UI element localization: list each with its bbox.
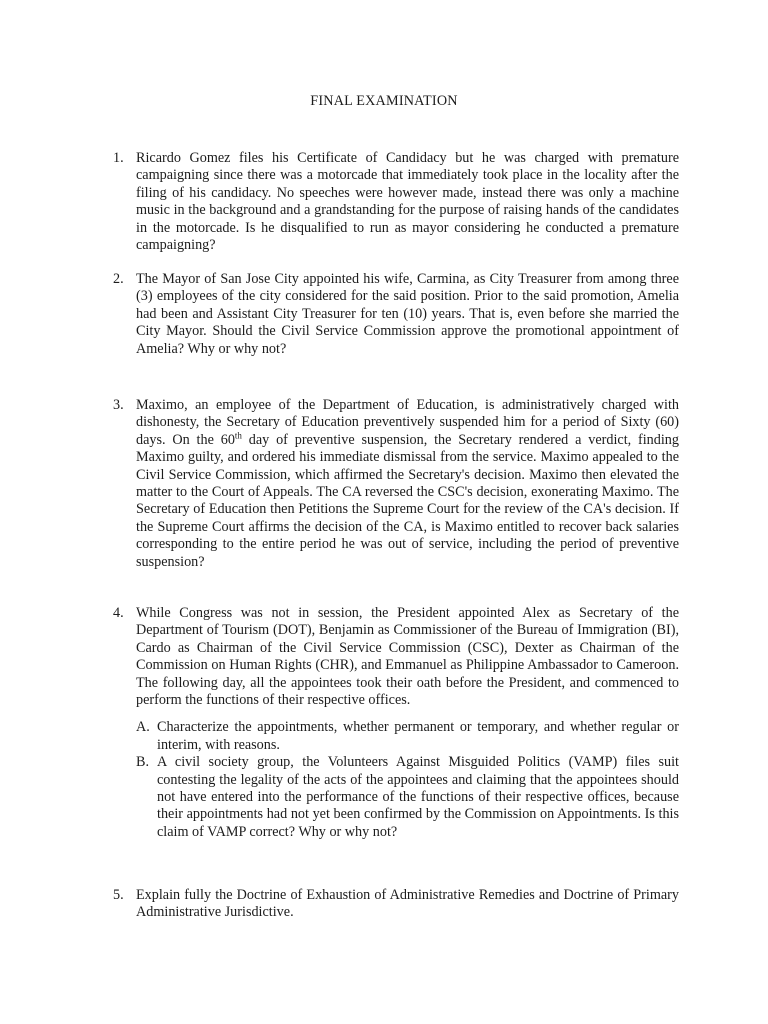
question-4 bbox=[113, 605, 679, 841]
question-number: 5. bbox=[113, 887, 124, 903]
question-text-part-2: day of preventive suspension, the Secretary rendered a verdict, finding Maximo guilty, and ordered his immediate dismissal from the service. Maximo appealed to the Civil Service Commission, which affirmed the Secretary's decision. Maximo then elevated the matter to the Court of Appeals. The CA reversed the CSC's decision, exonerating Maximo. The Secretary of Education then Petitions the Supreme Court for the review of the CA's decision. If the Supreme Court affirms the decision of the CA, is Maximo entitled to recover back salaries corresponding to the entire period he was out of service, including the period of preventive suspension? bbox=[136, 431, 679, 570]
question-text: Ricardo Gomez files his Certificate of Candidacy but he was charged with premature campaigning since there was a motorcade that immediately took place in the locality after the filing of his candidacy. No speeches were however made, instead there was only a machine music in the background and a grandstanding for the purpose of raising hands of the candidates in the motorcade. Is he disqualified to run as mayor considering he conducted a premature campaigning? bbox=[136, 150, 679, 254]
question-number: 2. bbox=[113, 271, 124, 287]
question-number: 3. bbox=[113, 397, 124, 413]
page-title: FINAL EXAMINATION bbox=[310, 93, 458, 109]
subquestion-a bbox=[136, 719, 679, 754]
question-5 bbox=[113, 887, 679, 922]
question-text-part-1: Maximo, an employee of the Department of Education, is administratively charged with dishonesty, the Secretary of Education preventively suspended him for a period of Sixty (60) days. On the 60 bbox=[136, 397, 679, 448]
subquestion-letter: A. bbox=[136, 719, 150, 736]
question-text: Explain fully the Doctrine of Exhaustion of Administrative Remedies and Doctrine of Primary Administrative Jurisdictive. bbox=[136, 887, 679, 921]
question-1 bbox=[113, 150, 679, 254]
question-text: While Congress was not in session, the President appointed Alex as Secretary of the Department of Tourism (DOT), Benjamin as Commissioner of the Bureau of Immigration (BI), Cardo as Chairman of the Civil Service Commission (CSC), Dexter as Chairman of the Commission on Human Rights (CHR), and Emmanuel as Philippine Ambassador to Cameroon. The following day, all the appointees took their oath before the President, and commenced to perform the functions of their respective offices. bbox=[136, 605, 679, 709]
question-text: The Mayor of San Jose City appointed his wife, Carmina, as City Treasurer from among three (3) employees of the city considered for the said position. Prior to the said promotion, Amelia had been and Assistant City Treasurer for ten (10) years. That is, even before she married the City Mayor. Should the Civil Service Commission approve the promotional appointment of Amelia? Why or why not? bbox=[136, 271, 679, 357]
subquestion-b bbox=[136, 754, 679, 841]
ordinal-suffix: th bbox=[234, 430, 242, 441]
question-text bbox=[136, 397, 679, 571]
question-3 bbox=[113, 397, 679, 571]
subquestion-text: A civil society group, the Volunteers Against Misguided Politics (VAMP) files suit contesting the legality of the acts of the appointees and claiming that the appointees should not have entered into the performance of the functions of their respective offices, because their appointments had not yet been confirmed by the Commission on Appointments. Is this claim of VAMP correct? Why or why not? bbox=[157, 754, 679, 840]
subquestion-text: Characterize the appointments, whether permanent or temporary, and whether regular or interim, with reasons. bbox=[157, 719, 679, 753]
subquestion-letter: B. bbox=[136, 754, 150, 771]
question-2 bbox=[113, 271, 679, 358]
question-number: 1. bbox=[113, 150, 124, 166]
question-number: 4. bbox=[113, 605, 124, 621]
